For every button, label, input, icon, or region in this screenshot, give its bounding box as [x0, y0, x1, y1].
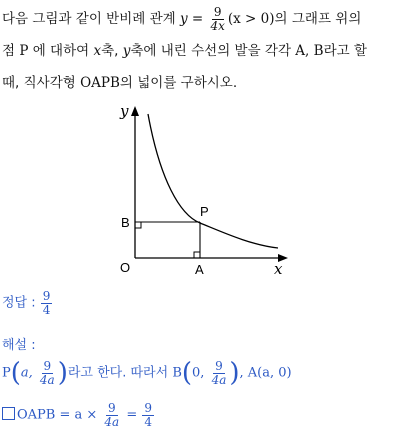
paren-close: )	[229, 358, 240, 388]
paren-close: )	[57, 358, 68, 388]
fraction-denominator: 4a	[211, 372, 227, 387]
problem-text: 다음 그림과 같이 반비례 관계	[2, 11, 180, 27]
problem-line-3	[2, 67, 398, 99]
problem-text: 축,	[101, 43, 123, 59]
fraction-denominator: 4a	[104, 414, 120, 429]
equation-fraction	[208, 6, 226, 32]
problem-text: 라고 할	[323, 43, 367, 59]
fraction-numerator: 9	[43, 358, 52, 373]
point-label: P	[19, 43, 29, 59]
fraction-denominator: 4	[144, 414, 153, 429]
rectangle-name: OAPB	[80, 75, 120, 91]
origin-label: O	[120, 260, 131, 275]
answer-fraction	[41, 290, 53, 316]
answer-label: 정답 :	[2, 295, 40, 311]
point-B-label: B	[121, 215, 130, 230]
y-axis-label: y	[120, 102, 129, 120]
fraction-denominator: 4	[42, 302, 51, 317]
point-P-label: P	[200, 204, 209, 219]
solution-text: 라고 한다. 따라서	[67, 365, 173, 381]
point-A-coordinates: , A(a, 0)	[239, 365, 292, 381]
paren-open: (	[10, 358, 21, 388]
x-axis-label: x	[274, 260, 283, 278]
rectangle-symbol-icon	[2, 407, 15, 420]
problem-line-2	[2, 35, 398, 67]
solution-line-2	[2, 402, 155, 428]
axis-variable: y	[122, 43, 131, 59]
fraction-numerator: 9	[213, 4, 222, 19]
fraction-numerator: 9	[144, 401, 153, 415]
problem-text: 에 대하여	[28, 43, 94, 59]
fraction-numerator: 9	[215, 358, 223, 373]
point-label: P	[2, 365, 11, 381]
y-axis-arrow	[131, 106, 139, 116]
solution-line-1	[2, 358, 292, 388]
problem-text: 축에 내린 수선의 발을 각각	[130, 43, 296, 59]
problem-text: 점	[2, 43, 20, 59]
problem-statement	[2, 3, 398, 99]
point-A-label: A	[195, 262, 204, 277]
point-labels: A, B	[295, 43, 324, 59]
fraction-numerator: 9	[108, 401, 116, 415]
axis-variable: x	[93, 43, 102, 59]
graph-figure	[100, 100, 300, 280]
problem-line-1	[2, 3, 398, 35]
right-angle-mark-A	[194, 252, 200, 258]
problem-text: 의 넓이를 구하시오.	[119, 75, 238, 91]
solution-label: 해설 :	[2, 338, 36, 353]
area-fraction	[102, 402, 121, 428]
coordinate-x: 0,	[192, 365, 209, 381]
fraction-numerator: 9	[42, 289, 51, 303]
area-result-fraction	[142, 402, 154, 428]
coordinate-y-fraction	[210, 360, 229, 386]
fraction-denominator: 4x	[210, 18, 225, 33]
area-expression: OAPB = a ×	[17, 407, 102, 423]
coordinate-y-fraction	[38, 360, 57, 386]
problem-text: 의 그래프 위의	[274, 11, 362, 27]
hyperbola-curve	[148, 114, 278, 248]
equation-lhs: y =	[179, 11, 208, 27]
right-angle-mark-B	[135, 222, 141, 228]
coordinate-x: a,	[20, 365, 37, 381]
problem-text: 때, 직사각형	[2, 75, 81, 91]
fraction-denominator: 4a	[39, 372, 55, 387]
point-label: B	[172, 365, 182, 381]
answer	[2, 290, 53, 316]
domain-condition: (x > 0)	[227, 11, 275, 27]
paren-open: (	[181, 358, 193, 388]
equals-sign: =	[122, 407, 142, 423]
